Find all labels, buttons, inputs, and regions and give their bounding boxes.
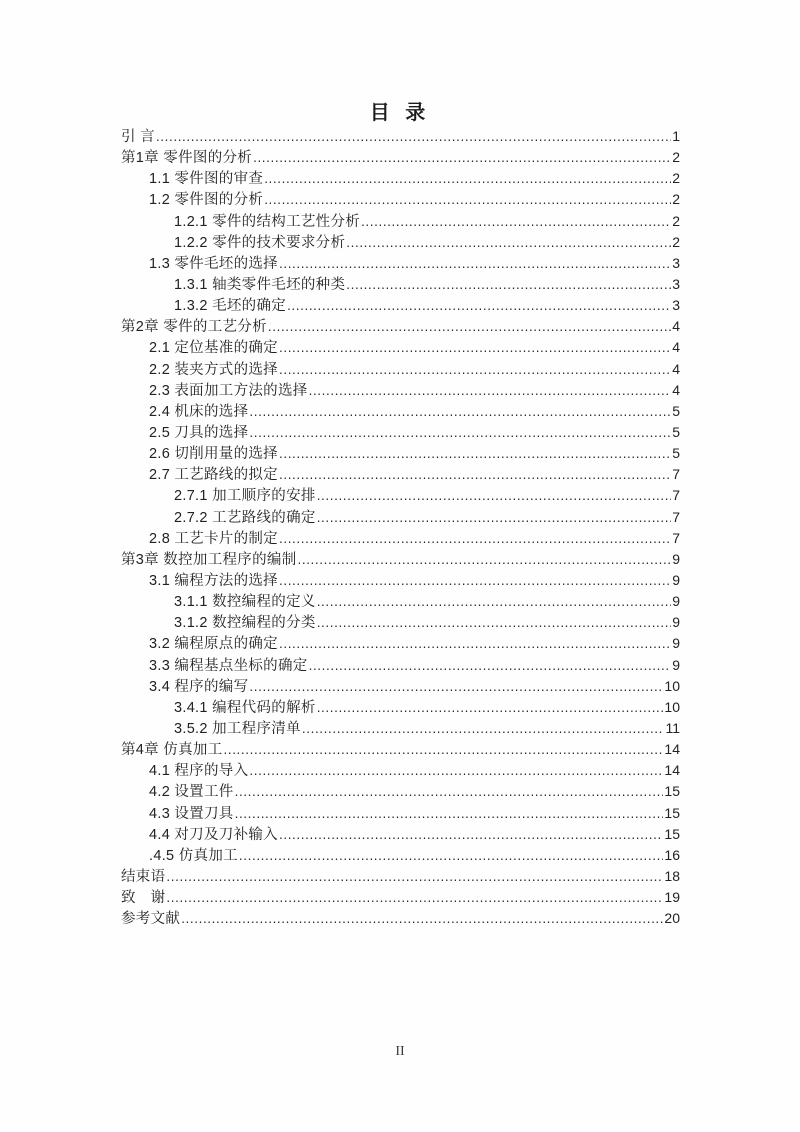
toc-entry xyxy=(121,718,680,739)
toc-entry-label: 2.5 刀具的选择 xyxy=(149,424,249,441)
toc-entry-label: 3.3 编程基点坐标的确定 xyxy=(149,657,308,674)
toc-entry-page-number: 15 xyxy=(664,783,680,800)
page-title: 目 录 xyxy=(369,102,431,124)
toc-entry xyxy=(121,507,680,528)
toc-entry-label: 3.1.2 数控编程的分类 xyxy=(174,615,316,632)
toc-dot-leader xyxy=(279,253,671,275)
toc-entry-label: 2.1 定位基准的确定 xyxy=(149,340,278,357)
toc-entry-label: 第3章 数控加工程序的编制 xyxy=(121,551,297,568)
toc-entry-page-number: 1 xyxy=(672,128,680,144)
toc-entry-page-number: 4 xyxy=(672,360,680,377)
toc-entry xyxy=(121,655,680,676)
toc-dot-leader xyxy=(279,443,671,465)
toc-entry xyxy=(121,528,680,549)
toc-dot-leader xyxy=(317,485,672,507)
toc-entry-page-number: 9 xyxy=(672,656,680,673)
toc-dot-leader xyxy=(279,464,671,486)
toc-entry-label: 第2章 零件的工艺分析 xyxy=(121,319,267,336)
toc-entry-label: 1.2 零件图的分析 xyxy=(149,192,264,209)
toc-dot-leader xyxy=(235,803,664,825)
toc-entry-label: 第1章 零件图的分析 xyxy=(121,150,253,167)
toc-entry-label: 2.3 表面加工方法的选择 xyxy=(149,382,308,399)
toc-entry-label: 4.1 程序的导入 xyxy=(149,763,249,780)
toc-entry-page-number: 3 xyxy=(672,254,680,271)
toc-entry xyxy=(121,591,680,612)
toc-entry-page-number: 9 xyxy=(672,571,680,588)
toc-entry-page-number: 10 xyxy=(664,677,680,694)
toc-entry-label: 2.6 切削用量的选择 xyxy=(149,446,278,463)
toc-entry-label: 1.2.1 零件的结构工艺性分析 xyxy=(174,213,361,230)
toc-dot-leader xyxy=(249,676,663,698)
toc-dot-leader xyxy=(279,824,663,846)
toc-entry xyxy=(121,824,680,845)
toc-dot-leader xyxy=(264,189,671,211)
toc-entry xyxy=(121,781,680,802)
toc-entry-label: 3.4.1 编程代码的解析 xyxy=(174,699,316,716)
toc-dot-leader xyxy=(279,337,671,359)
toc-entry xyxy=(121,422,680,443)
toc-entry-label: 4.2 设置工件 xyxy=(149,784,234,801)
toc-dot-leader xyxy=(279,528,671,550)
toc-entry-page-number: 9 xyxy=(672,635,680,652)
toc-entry-page-number: 7 xyxy=(672,466,680,483)
toc-dot-leader xyxy=(239,845,664,867)
toc-entry-label: 2.8 工艺卡片的制定 xyxy=(149,530,278,547)
toc-entry-page-number: 5 xyxy=(672,423,680,440)
toc-entry-page-number: 16 xyxy=(664,846,680,863)
toc-entry xyxy=(121,126,680,147)
toc-entry-label: 结束语 xyxy=(121,868,166,885)
toc-entry-page-number: 4 xyxy=(672,381,680,398)
toc-entry-page-number: 4 xyxy=(672,318,680,335)
toc-dot-leader xyxy=(302,718,665,740)
toc-entry-label: 第4章 仿真加工 xyxy=(121,742,223,759)
toc-dot-leader xyxy=(224,739,664,761)
toc-dot-leader xyxy=(249,401,671,423)
toc-entry-page-number: 7 xyxy=(672,487,680,504)
toc-dot-leader xyxy=(166,866,663,888)
toc-entry-page-number: 2 xyxy=(672,212,680,229)
toc-dot-leader xyxy=(346,274,671,296)
toc-entry-page-number: 18 xyxy=(664,867,680,884)
toc-entry-page-number: 10 xyxy=(664,698,680,715)
toc-entry-page-number: 4 xyxy=(672,339,680,356)
toc-entry xyxy=(121,189,680,210)
toc-dot-leader xyxy=(317,697,664,719)
toc-dot-leader xyxy=(181,908,663,930)
toc-entry xyxy=(121,845,680,866)
toc-dot-leader xyxy=(235,781,664,803)
toc-entry-label: 2.4 机床的选择 xyxy=(149,403,249,420)
toc-entry-page-number: 5 xyxy=(672,402,680,419)
toc-entry xyxy=(121,485,680,506)
toc-entry-page-number: 2 xyxy=(672,233,680,250)
toc-dot-leader xyxy=(309,655,672,677)
toc-entry-page-number: 9 xyxy=(672,614,680,631)
toc-dot-leader xyxy=(317,507,672,529)
toc-dot-leader xyxy=(249,422,671,444)
toc-entry xyxy=(121,612,680,633)
toc-entry xyxy=(121,443,680,464)
toc-entry xyxy=(121,359,680,380)
toc-entry-page-number: 7 xyxy=(672,529,680,546)
toc-dot-leader xyxy=(166,887,663,909)
toc-entry-label: 2.2 装夹方式的选择 xyxy=(149,361,278,378)
toc-dot-leader xyxy=(298,549,672,571)
toc-entry-label: 4.3 设置刀具 xyxy=(149,805,234,822)
toc-entry-label: 1.3 零件毛坯的选择 xyxy=(149,255,278,272)
toc-entry xyxy=(121,570,680,591)
toc-entry-label: 致 谢 xyxy=(121,890,166,907)
toc-entry xyxy=(121,295,680,316)
toc-entry xyxy=(121,211,680,232)
toc-entry xyxy=(121,232,680,253)
toc-entry-label: .4.5 仿真加工 xyxy=(149,847,238,864)
toc-entry-label: 1.3.2 毛坯的确定 xyxy=(174,298,287,315)
toc-entry-page-number: 5 xyxy=(672,445,680,462)
toc-dot-leader xyxy=(317,612,672,634)
table-of-contents xyxy=(121,126,680,929)
toc-entry-label: 参考文献 xyxy=(121,911,181,928)
toc-entry xyxy=(121,760,680,781)
toc-entry-label: 2.7.2 工艺路线的确定 xyxy=(174,509,316,526)
toc-entry-page-number: 14 xyxy=(664,762,680,779)
toc-entry-label: 1.2.2 零件的技术要求分析 xyxy=(174,234,346,251)
toc-entry xyxy=(121,274,680,295)
toc-entry-page-number: 15 xyxy=(664,804,680,821)
toc-entry-page-number: 11 xyxy=(665,719,680,736)
toc-dot-leader xyxy=(287,295,671,317)
toc-entry xyxy=(121,739,680,760)
toc-entry-page-number: 14 xyxy=(664,741,680,758)
toc-entry xyxy=(121,676,680,697)
toc-entry xyxy=(121,697,680,718)
toc-dot-leader xyxy=(279,570,671,592)
toc-entry-page-number: 9 xyxy=(672,550,680,567)
toc-dot-leader xyxy=(309,380,672,402)
toc-entry xyxy=(121,887,680,908)
toc-dot-leader xyxy=(346,232,671,254)
toc-entry xyxy=(121,401,680,422)
footer-page-number: II xyxy=(395,1044,405,1059)
toc-entry-label: 引 言 xyxy=(121,129,155,145)
toc-entry xyxy=(121,633,680,654)
toc-dot-leader xyxy=(361,211,671,233)
toc-entry xyxy=(121,908,680,929)
toc-entry xyxy=(121,337,680,358)
toc-entry-page-number: 2 xyxy=(672,191,680,208)
toc-entry xyxy=(121,380,680,401)
toc-dot-leader xyxy=(317,591,672,613)
toc-entry xyxy=(121,168,680,189)
toc-entry-page-number: 15 xyxy=(664,825,680,842)
toc-dot-leader xyxy=(279,359,671,381)
toc-entry-page-number: 3 xyxy=(672,297,680,314)
toc-entry-label: 3.1.1 数控编程的定义 xyxy=(174,594,316,611)
toc-entry-label: 3.5.2 加工程序清单 xyxy=(174,720,301,737)
toc-entry xyxy=(121,316,680,337)
toc-entry-page-number: 2 xyxy=(672,170,680,187)
toc-entry-page-number: 2 xyxy=(672,149,680,166)
toc-entry-page-number: 19 xyxy=(664,889,680,906)
toc-dot-leader xyxy=(268,316,671,338)
toc-entry-label: 1.3.1 轴类零件毛坯的种类 xyxy=(174,276,346,293)
toc-dot-leader xyxy=(253,147,671,169)
toc-dot-leader xyxy=(279,633,671,655)
toc-entry-page-number: 9 xyxy=(672,593,680,610)
toc-dot-leader xyxy=(264,168,671,190)
toc-entry-label: 3.2 编程原点的确定 xyxy=(149,636,278,653)
toc-dot-leader xyxy=(156,126,671,148)
toc-entry xyxy=(121,549,680,570)
toc-dot-leader xyxy=(249,760,663,782)
toc-entry-label: 4.4 对刀及刀补输入 xyxy=(149,826,278,843)
toc-entry-page-number: 7 xyxy=(672,508,680,525)
toc-entry-label: 2.7.1 加工顺序的安排 xyxy=(174,488,316,505)
toc-entry-page-number: 20 xyxy=(664,910,680,927)
toc-entry xyxy=(121,803,680,824)
toc-entry-label: 2.7 工艺路线的拟定 xyxy=(149,467,278,484)
toc-entry-label: 3.1 编程方法的选择 xyxy=(149,572,278,589)
toc-entry xyxy=(121,464,680,485)
toc-entry xyxy=(121,147,680,168)
toc-entry xyxy=(121,866,680,887)
toc-entry-label: 1.1 零件图的审查 xyxy=(149,171,264,188)
toc-entry xyxy=(121,253,680,274)
toc-entry-label: 3.4 程序的编写 xyxy=(149,678,249,695)
toc-entry-page-number: 3 xyxy=(672,275,680,292)
